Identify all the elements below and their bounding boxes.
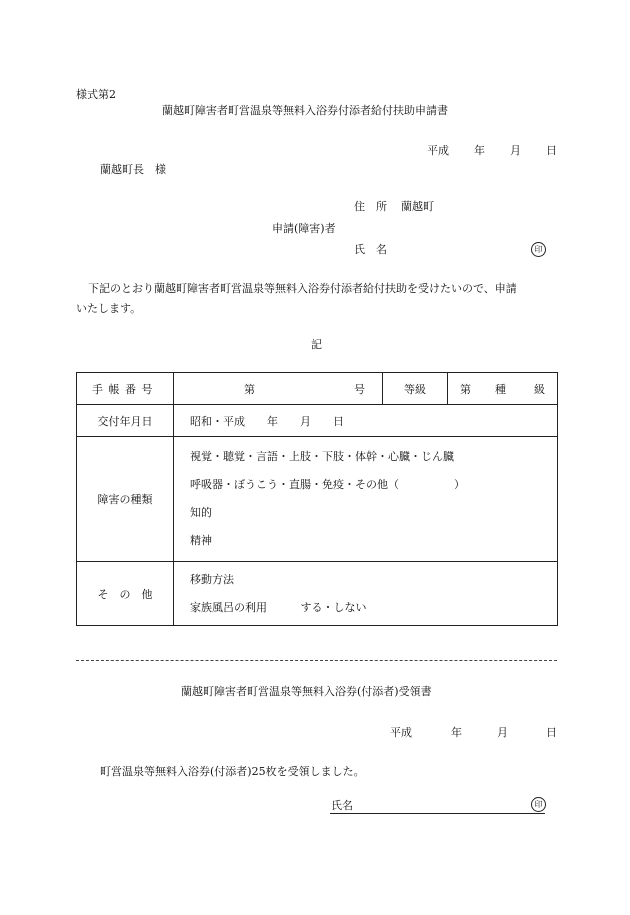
- disability-type-options[interactable]: [174, 437, 558, 562]
- receipt-title: 蘭越町障害者町営温泉等無料入浴券(付添者)受領書: [181, 685, 432, 698]
- address-label: 住 所: [354, 200, 387, 213]
- receipt-date-era: 平成: [390, 726, 412, 739]
- date-era: 平成: [427, 144, 449, 157]
- other-content[interactable]: [174, 562, 558, 626]
- date-month: 月: [510, 144, 521, 157]
- disability-option-line: 視覚・聴覚・言語・上肢・下肢・体幹・心臓・じん臓: [190, 450, 454, 463]
- disability-option-line: 精神: [190, 534, 212, 547]
- disability-option-line: 知的: [190, 506, 212, 519]
- name-label: 氏 名: [354, 243, 387, 256]
- type-grade-cell[interactable]: [448, 373, 558, 405]
- application-table: [76, 372, 558, 626]
- form-title: 蘭越町障害者町営温泉等無料入浴券付添者給付扶助申請書: [162, 104, 448, 117]
- family-bath-label: 家族風呂の利用: [190, 600, 267, 614]
- family-bath-row: [174, 594, 557, 622]
- date-year: 年: [474, 144, 485, 157]
- body-text-line-1: 下記のとおり蘭越町障害者町営温泉等無料入浴券付添者給付扶助を受けたいので、申請: [88, 282, 517, 295]
- body-text-line-2: いたします。: [76, 302, 142, 315]
- handbook-number-label: 手帳番号: [77, 373, 174, 405]
- ki-heading: 記: [311, 338, 322, 351]
- addressee: 蘭越町長 様: [100, 163, 166, 176]
- date-day: 日: [546, 144, 557, 157]
- disability-type-label: 障害の種類: [77, 437, 174, 562]
- applicant-role: 申請(障害)者: [272, 222, 336, 235]
- receipt-seal-mark: 印: [531, 797, 546, 812]
- movement-method: 移動方法: [190, 572, 234, 586]
- table-row: [77, 373, 558, 405]
- handbook-number-cell[interactable]: [174, 373, 383, 405]
- disability-option-line: 呼吸器・ぼうこう・直腸・免疫・その他（ ）: [190, 478, 465, 491]
- grade-label: 等級: [383, 373, 448, 405]
- receipt-text: 町営温泉等無料入浴券(付添者)25枚を受領しました。: [100, 765, 365, 778]
- receipt-date-day: 日: [546, 726, 557, 739]
- other-label: そ の 他: [77, 562, 174, 626]
- table-row: [77, 562, 558, 626]
- address-value: 蘭越町: [401, 200, 434, 213]
- dai-label: 第: [244, 383, 255, 396]
- table-row: [77, 405, 558, 437]
- issue-date-value[interactable]: 昭和・平成 年 月 日: [174, 405, 558, 437]
- form-number: 様式第2: [76, 88, 116, 101]
- receipt-name-label: 氏名: [331, 799, 353, 812]
- shu-label: 種: [495, 383, 506, 396]
- seal-mark: 印: [531, 242, 546, 257]
- issue-date-label: 交付年月日: [77, 405, 174, 437]
- gou-label: 号: [354, 383, 365, 396]
- table-row: [77, 437, 558, 562]
- receipt-date-month: 月: [497, 726, 508, 739]
- dai2-label: 第: [460, 383, 471, 396]
- receipt-name-line[interactable]: [330, 813, 545, 814]
- kyu-label: 級: [534, 383, 545, 396]
- cut-line: [76, 660, 557, 661]
- receipt-date-year: 年: [451, 726, 462, 739]
- family-bath-value: する・しない: [300, 600, 367, 614]
